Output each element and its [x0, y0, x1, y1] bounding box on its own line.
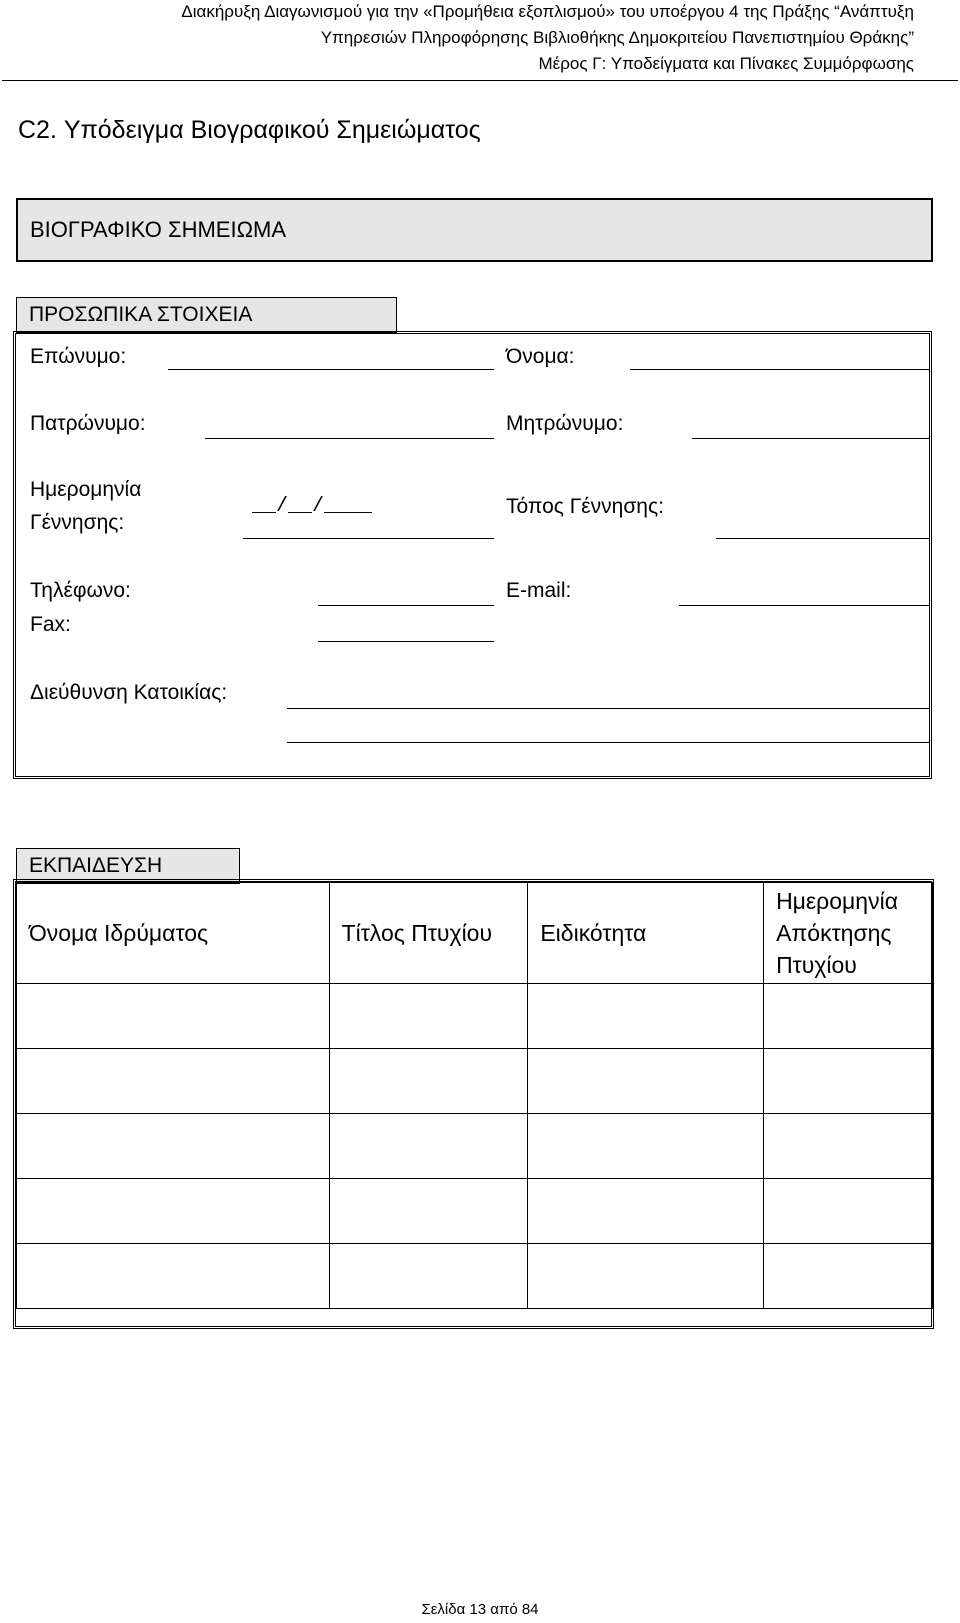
table-cell[interactable] — [17, 1244, 330, 1309]
header-line-3: Μέρος Γ: Υποδείγματα και Πίνακες Συμμόρφωσης — [538, 54, 914, 73]
address-label: Διεύθυνση Κατοικίας: — [30, 681, 228, 704]
table-cell[interactable] — [528, 1049, 764, 1114]
table-cell[interactable] — [329, 1179, 528, 1244]
table-cell[interactable] — [17, 1114, 330, 1179]
name-label: Όνομα: — [506, 345, 575, 368]
table-cell[interactable] — [17, 1179, 330, 1244]
table-cell[interactable] — [764, 984, 933, 1049]
table-cell[interactable] — [764, 1244, 933, 1309]
header-line-2: Υπηρεσιών Πληροφόρησης Βιβλιοθήκης Δημοκριτείου Πανεπιστημίου Θράκης” — [320, 28, 914, 47]
father-name-label: Πατρώνυμο: — [30, 412, 146, 435]
address-field-line2[interactable] — [287, 742, 930, 743]
header-line-1: Διακήρυξη Διαγωνισμού για την «Προμήθεια εξοπλισμού» του υποέργου 4 της Πράξης “Ανάπτυξη — [181, 2, 914, 21]
address-field-line1[interactable] — [287, 708, 930, 709]
mother-name-label: Μητρώνυμο: — [506, 412, 624, 435]
surname-label: Επώνυμο: — [30, 345, 127, 368]
phone-field[interactable] — [318, 605, 494, 606]
column-header-specialty: Ειδικότητα — [528, 883, 764, 984]
table-cell[interactable] — [764, 1114, 933, 1179]
birth-date-label-line2: Γέννησης: — [30, 511, 125, 534]
table-cell[interactable] — [17, 1049, 330, 1114]
father-name-field[interactable] — [205, 438, 494, 439]
table-row — [17, 1049, 933, 1114]
fax-field[interactable] — [318, 641, 494, 642]
birth-date-label-line1: Ημερομηνία — [30, 478, 142, 501]
page-footer: Σελίδα 13 από 84 — [421, 1601, 539, 1618]
table-cell[interactable] — [528, 1244, 764, 1309]
personal-info-tab — [16, 297, 397, 333]
table-cell[interactable] — [764, 1049, 933, 1114]
birth-date-field[interactable] — [243, 538, 494, 539]
header-rule — [2, 80, 958, 81]
email-label: E-mail: — [506, 579, 572, 602]
table-cell[interactable] — [764, 1179, 933, 1244]
cv-title-box — [16, 198, 933, 262]
table-row — [17, 1179, 933, 1244]
table-cell[interactable] — [329, 984, 528, 1049]
cv-title: ΒΙΟΓΡΑΦΙΚΟ ΣΗΜΕΙΩΜΑ — [30, 217, 287, 242]
birth-place-field[interactable] — [716, 538, 930, 539]
personal-info-box — [13, 331, 932, 779]
email-field[interactable] — [679, 605, 930, 606]
phone-label: Τηλέφωνο: — [30, 579, 131, 602]
table-cell[interactable] — [329, 1244, 528, 1309]
surname-field[interactable] — [168, 369, 494, 370]
fax-label: Fax: — [30, 613, 71, 636]
education-header-row — [17, 883, 933, 984]
column-header-institution: Όνομα Ιδρύματος — [17, 883, 330, 984]
name-field[interactable] — [630, 369, 930, 370]
birth-date-placeholder[interactable]: __/__/____ — [252, 495, 373, 518]
table-cell[interactable] — [329, 1114, 528, 1179]
column-header-degree-title: Τίτλος Πτυχίου — [329, 883, 528, 984]
table-row — [17, 1244, 933, 1309]
table-cell[interactable] — [528, 984, 764, 1049]
education-table — [16, 882, 933, 1309]
personal-info-tab-label: ΠΡΟΣΩΠΙΚΑ ΣΤΟΙΧΕΙΑ — [29, 303, 253, 326]
table-row — [17, 1114, 933, 1179]
table-cell[interactable] — [329, 1049, 528, 1114]
birth-place-label: Τόπος Γέννησης: — [506, 495, 664, 518]
table-row — [17, 984, 933, 1049]
mother-name-field[interactable] — [692, 438, 930, 439]
section-title: C2. Υπόδειγμα Βιογραφικού Σημειώματος — [18, 116, 481, 144]
table-cell[interactable] — [528, 1114, 764, 1179]
column-header-degree-date: Ημερομηνία Απόκτησης Πτυχίου — [764, 883, 933, 984]
table-cell[interactable] — [528, 1179, 764, 1244]
education-tab-label: ΕΚΠΑΙΔΕΥΣΗ — [29, 854, 163, 877]
table-cell[interactable] — [17, 984, 330, 1049]
